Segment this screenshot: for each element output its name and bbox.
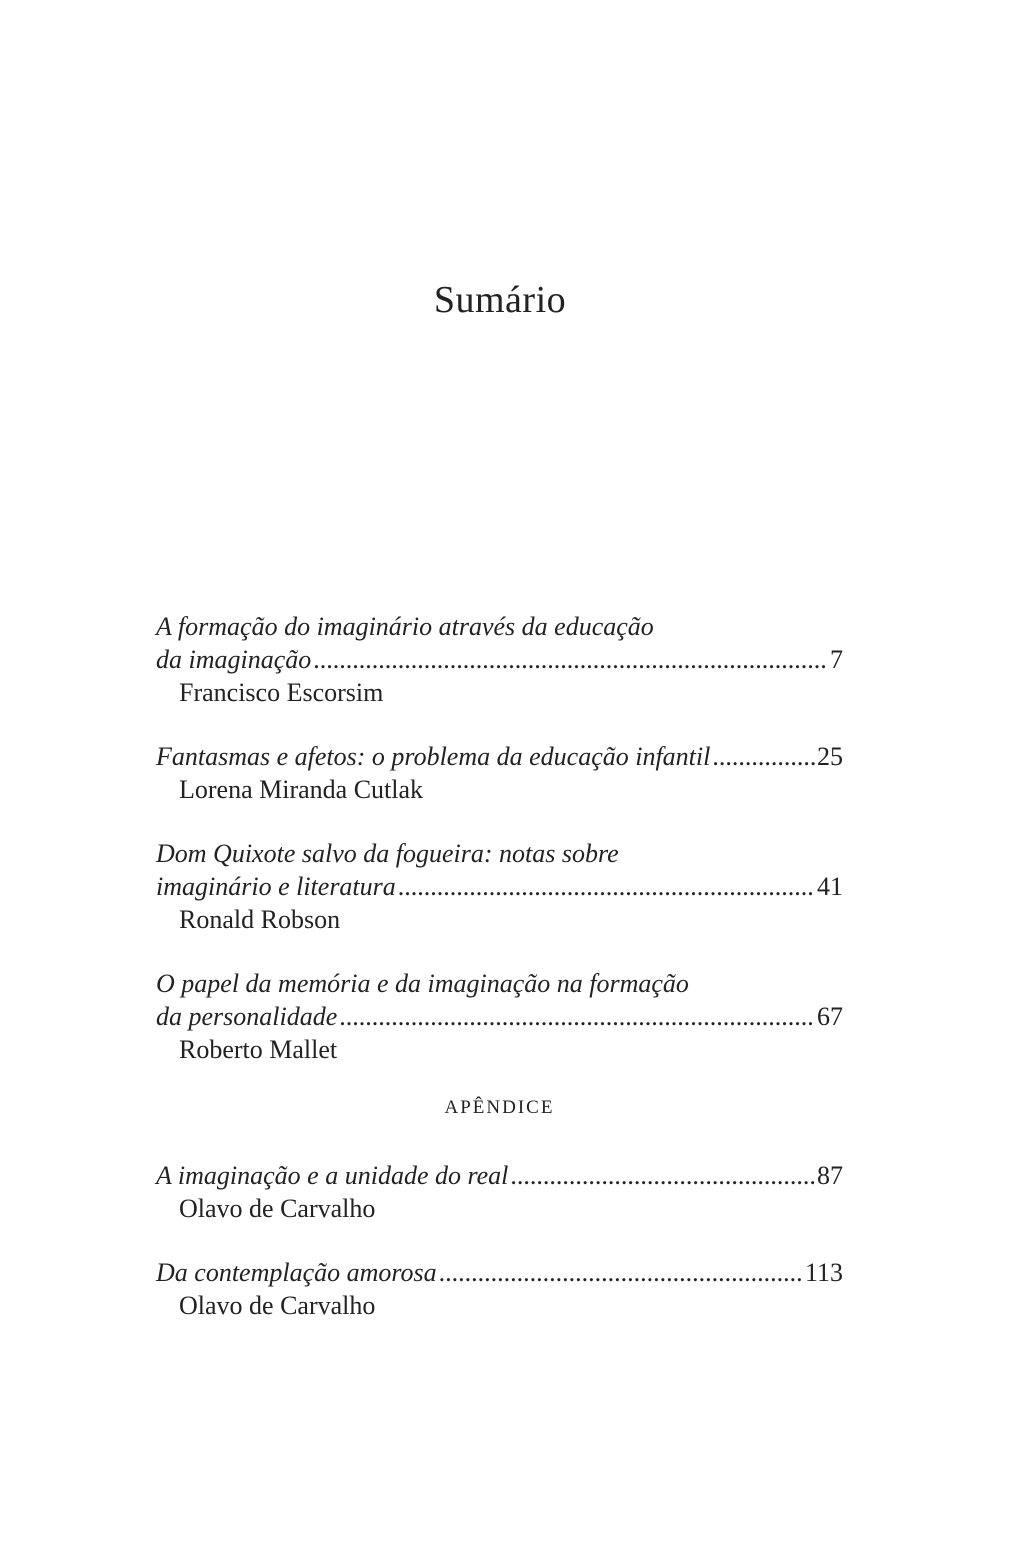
toc-entry-author: Ronald Robson xyxy=(179,905,341,934)
toc-entry-leader-line xyxy=(156,643,843,676)
toc-entry-leader-line xyxy=(156,870,843,903)
toc-entry-leader-line xyxy=(156,1000,843,1033)
table-of-contents xyxy=(156,610,843,1353)
toc-entry-title-line: A formação do imaginário através da educação xyxy=(156,612,654,641)
toc-entry-page-number: 87 xyxy=(817,1161,843,1190)
dot-leader xyxy=(510,1159,815,1192)
toc-entry-title-end: da imaginação xyxy=(156,645,312,674)
toc-entry xyxy=(156,837,843,937)
toc-entry-title-end: da personalidade xyxy=(156,1002,338,1031)
toc-entry-leader-line xyxy=(156,740,843,773)
toc-entry-author: Francisco Escorsim xyxy=(179,678,384,707)
dot-leader xyxy=(398,870,815,903)
toc-entry-page-number: 67 xyxy=(817,1002,843,1031)
toc-entry-title-end: A imaginação e a unidade do real xyxy=(156,1161,509,1190)
toc-entry-page-number: 25 xyxy=(817,742,843,771)
appendix-heading: APÊNDICE xyxy=(444,1097,555,1118)
dot-leader xyxy=(339,1000,815,1033)
toc-entry-leader-line xyxy=(156,1256,843,1289)
toc-entry-author: Olavo de Carvalho xyxy=(179,1291,376,1320)
toc-entry xyxy=(156,610,843,710)
dot-leader xyxy=(712,740,815,773)
toc-entry-leader-line xyxy=(156,1159,843,1192)
toc-entry-page-number: 41 xyxy=(817,872,843,901)
toc-entry xyxy=(156,1159,843,1226)
toc-entry-author: Lorena Miranda Cutlak xyxy=(179,775,424,804)
toc-entry xyxy=(156,1256,843,1323)
dot-leader xyxy=(439,1256,803,1289)
page-title: Sumário xyxy=(433,279,567,321)
dot-leader xyxy=(313,643,828,676)
toc-entry-author: Roberto Mallet xyxy=(179,1035,338,1064)
toc-entry xyxy=(156,740,843,807)
toc-entry-page-number: 113 xyxy=(804,1258,843,1287)
toc-entry-title-line: Dom Quixote salvo da fogueira: notas sobre xyxy=(156,839,619,868)
toc-entry-title-end: imaginário e literatura xyxy=(156,872,396,901)
toc-entry-author: Olavo de Carvalho xyxy=(179,1194,376,1223)
toc-entry-page-number: 7 xyxy=(830,645,843,674)
toc-entry-title-line: O papel da memória e da imaginação na formação xyxy=(156,969,689,998)
toc-entry xyxy=(156,967,843,1067)
toc-entry-title-end: Da contemplação amorosa xyxy=(156,1258,437,1287)
toc-entry-title-end: Fantasmas e afetos: o problema da educação infantil xyxy=(156,742,711,771)
